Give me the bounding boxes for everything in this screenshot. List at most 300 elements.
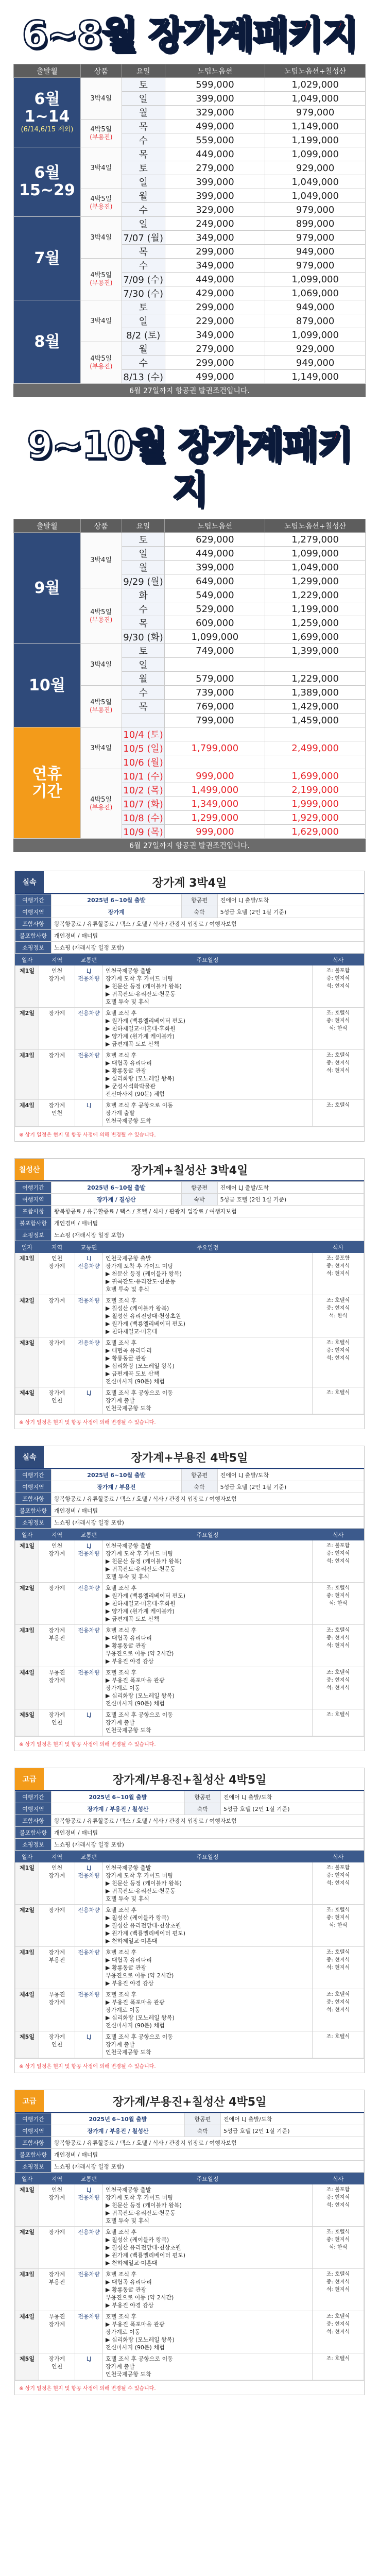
info-value: 개인경비 / 매너팁 [51,1217,364,1229]
price-no-tip: 629,000 [165,533,265,547]
price-with-chilseong: 1,699,000 [265,630,366,644]
product-tag: (부용진) [90,804,113,811]
title-prefix: 9~10월 [27,423,178,467]
info-label: 여행지역 [15,1481,51,1493]
departure-day: 수 [122,356,165,370]
price-with-chilseong [265,658,366,672]
schedule-column-header: 일자 [15,954,39,965]
card-footnote: ※ 상기 일정은 현지 및 항공 사정에 의해 변경될 수 있습니다. [15,1414,364,1429]
schedule-column-header: 지역 [39,1242,75,1253]
price-no-tip: 549,000 [165,588,265,602]
product-tag: (부용진) [90,202,113,210]
schedule-row [15,1583,364,1625]
departure-day: 9/30 (화) [122,630,165,644]
schedule-place: 장가계 [39,1050,75,1100]
price-with-chilseong: 949,000 [265,300,366,314]
info-row [15,1182,364,1194]
schedule-meals: 조: 호텔식 중: 현지식 석: 현지식 [313,1625,364,1667]
schedule-detail: 인천국제공항 출발 장가계 도착 후 가이드 미팅 ▶ 천문산 등정 (케이블카 왕복) ▶ 귀곡잔도·유리잔도·천문동 호텔 투숙 및 휴식 [103,1862,313,1905]
info-table [15,1181,364,1241]
schedule-detail: 호텔 조식 후 ▶ 원가계 (백룡엘리베이터 편도) ▶ 천하제일교·미혼대·후화원 ▶ 양가계 (원가계 케이블카) ▶ 금편계곡 도보 산책 [103,1008,313,1050]
schedule-row [15,1008,364,1050]
schedule-detail: 호텔 조식 후 공항으로 이동 장가계 출발 인천국제공항 도착 [103,1100,313,1127]
schedule-transport: 전용차량 [75,1905,103,1947]
schedule-row [15,1667,364,1709]
price-no-tip: 499,000 [165,370,265,384]
schedule-row [15,1387,364,1414]
schedule-column-header: 주요일정 [103,2173,313,2184]
info-value: 진에어 LJ 출발/도착 [217,1469,364,1481]
product-cell [80,147,122,189]
departure-day: 토 [122,644,165,658]
price-no-tip: 769,000 [165,700,265,714]
product-name: 4박5일 [90,125,112,133]
price-no-tip: 1,799,000 [165,741,265,755]
price-no-tip: 399,000 [165,175,265,189]
schedule-day: 제3일 [15,1337,39,1387]
info-row [15,1505,364,1517]
schedule-column-header: 지역 [39,2173,75,2184]
info-label: 항공편 [184,2113,220,2125]
card-header [15,1768,364,1791]
departure-day: 목 [122,700,165,714]
product-tag: (부용진) [90,363,113,370]
product-cell [80,217,122,259]
schedule-place: 부용진 장가계 [39,1989,75,2031]
title-suffix: 패키지 [172,423,352,511]
product-cell [80,300,122,342]
schedule-meals: 조: 호텔식 [313,2031,364,2058]
info-row [15,1493,364,1505]
info-value: 2025년 6~10월 출발 [51,1469,182,1481]
departure-month-cell [14,533,81,644]
departure-day: 일 [122,658,165,672]
info-label: 항공편 [181,1469,217,1481]
product-name: 3박4일 [90,233,112,242]
info-row [15,894,364,906]
price-no-tip: 349,000 [165,231,265,245]
schedule-row [15,1540,364,1583]
info-label: 여행기간 [15,1469,51,1481]
price-column-header: 상품 [80,64,122,78]
schedule-place: 장가계 인천 [39,1709,75,1736]
month-range: 기간 [32,782,62,801]
departure-day: 토 [122,161,165,175]
info-value: 왕복항공료 / 유류할증료 / 택스 / 호텔 / 식사 / 관광지 입장료 / 여행자보험 [51,918,364,930]
price-with-chilseong: 2,499,000 [265,741,366,755]
schedule-place: 인천 장가계 [39,1862,75,1905]
itinerary-section [0,866,379,1153]
price-with-chilseong: 949,000 [265,245,366,259]
info-value: 장가계 [51,906,182,918]
product-name: 3박4일 [90,556,112,564]
month-range: 15~29 [19,181,75,199]
card-title: 장가계/부용진+칠성산 4박5일 [112,2095,267,2109]
price-row [14,78,366,92]
departure-day: 10/1 (수) [122,769,165,783]
price-column-header: 요일 [122,64,165,78]
price-with-chilseong: 1,299,000 [265,574,366,588]
schedule-header [15,1242,364,1253]
schedule-meals: 조: 호텔식 [313,1387,364,1414]
price-no-tip: 649,000 [165,574,265,588]
month-label: 9월 [34,579,60,597]
schedule-meals: 조: 불포함 중: 현지식 석: 현지식 [313,965,364,1008]
schedule-detail: 호텔 조식 후 ▶ 대협곡 유리다리 ▶ 황룡동굴 관광 ▶ 십리화랑 (모노레일 왕복) ▶ 군성사석화박물관 전신마사지 (90분) 체험 [103,1050,313,1100]
departure-day [122,714,165,727]
schedule-place: 장가계 인천 [39,2031,75,2058]
price-with-chilseong [265,755,366,769]
info-label: 숙박 [181,1194,217,1206]
card-title: 장가계+부용진 4박5일 [131,1451,248,1465]
departure-day: 수 [122,133,165,147]
price-row [14,147,366,161]
schedule-transport: LJ 전용차량 [75,1253,103,1295]
price-no-tip: 749,000 [165,644,265,658]
price-section [0,411,379,866]
schedule-day: 제5일 [15,2031,39,2058]
departure-day: 8/13 (수) [122,370,165,384]
product-cell [80,189,122,217]
schedule-row [15,1709,364,1736]
price-with-chilseong: 1,429,000 [265,700,366,714]
schedule-row [15,1337,364,1387]
price-row [14,727,366,741]
price-with-chilseong: 1,229,000 [265,588,366,602]
title-prefix: 6~8월 [22,13,148,56]
price-no-tip: 249,000 [165,217,265,231]
departure-day: 목 [122,616,165,630]
schedule-day: 제5일 [15,2353,39,2380]
schedule-column-header: 교통편 [75,2173,103,2184]
departure-day: 월 [122,106,165,120]
schedule-column-header: 식사 [313,1851,364,1862]
schedule-transport: LJ [75,1387,103,1414]
info-row [15,2137,364,2149]
schedule-header [15,1851,364,1862]
itinerary-card [14,2090,365,2395]
title-suffix: 패키지 [252,13,357,56]
product-cell [80,644,122,686]
itinerary-card [14,1768,365,2073]
info-value: 노쇼핑 (재래시장 일정 포함) [51,1517,364,1529]
month-label: 연휴 [32,765,62,783]
schedule-column-header: 지역 [39,1851,75,1862]
section-title [13,423,366,512]
schedule-table [15,954,364,1127]
schedule-row [15,1253,364,1295]
departure-day: 9/29 (월) [122,574,165,588]
schedule-row [15,1295,364,1337]
schedule-detail: 호텔 조식 후 ▶ 칠성산 (케이블카 왕복) ▶ 칠성산 유리전망대·천상초원 ▶ 원가계 (백룡엘리베이터 편도) ▶ 천하제일교·미혼대 [103,2227,313,2269]
departure-day: 일 [122,314,165,328]
departure-month-cell [14,147,81,217]
schedule-transport: LJ [75,2353,103,2380]
info-value: 2025년 6~10월 출발 [51,1182,182,1194]
schedule-place: 장가계 [39,1337,75,1387]
schedule-place: 장가계 인천 [39,2353,75,2380]
info-value: 5성급 호텔 (2인 1실 기준) [217,1194,364,1206]
schedule-day: 제1일 [15,2184,39,2227]
info-value: 장가계 / 부용진 [51,1481,182,1493]
info-value: 장가계 / 부용진 / 칠성산 [51,2125,185,2137]
price-with-chilseong: 1,049,000 [265,561,366,574]
price-column-header: 노팁노옵션+칠성산 [265,519,366,533]
card-title: 장가계+칠성산 3박4일 [131,1164,248,1177]
product-cell [80,342,122,384]
info-row [15,1815,364,1827]
schedule-meals: 조: 호텔식 중: 현지식 석: 한식 [313,1583,364,1625]
departure-day: 10/5 (일) [122,741,165,755]
price-no-tip: 299,000 [165,245,265,259]
product-name: 4박5일 [90,272,112,279]
departure-day: 토 [122,78,165,92]
product-name: 3박4일 [90,317,112,325]
schedule-column-header: 교통편 [75,1529,103,1540]
schedule-column-header: 식사 [313,1529,364,1540]
info-label: 쇼핑정보 [15,1229,51,1241]
info-row [15,2149,364,2161]
schedule-meals: 조: 호텔식 중: 현지식 석: 현지식 [313,2269,364,2311]
price-with-chilseong: 1,029,000 [265,78,366,92]
schedule-table [15,2173,364,2380]
price-no-tip: 349,000 [165,259,265,273]
info-label: 불포함사항 [15,930,51,942]
product-cell [80,259,122,300]
departure-day: 10/2 (목) [122,783,165,797]
schedule-transport: 전용차량 [75,1050,103,1100]
schedule-detail: 인천국제공항 출발 장가계 도착 후 가이드 미팅 ▶ 천문산 등정 (케이블카 왕복) ▶ 귀곡잔도·유리잔도·천문동 호텔 투숙 및 휴식 [103,965,313,1008]
schedule-column-header: 일자 [15,2173,39,2184]
product-name: 4박5일 [90,608,112,616]
info-label: 쇼핑정보 [15,942,51,954]
info-row [15,1803,364,1815]
departure-month-cell [14,727,81,839]
month-label: 10월 [29,676,65,694]
price-column-header: 노팁노옵션 [165,519,265,533]
schedule-table [15,1851,364,2058]
departure-day: 일 [122,175,165,189]
info-value: 5성급 호텔 (2인 1실 기준) [217,906,364,918]
price-no-tip: 399,000 [165,561,265,574]
schedule-column-header: 주요일정 [103,1242,313,1253]
price-column-header: 상품 [80,519,122,533]
schedule-row [15,1989,364,2031]
schedule-row [15,1947,364,1989]
departure-day: 8/2 (토) [122,328,165,342]
schedule-header [15,1529,364,1540]
schedule-row [15,2353,364,2380]
schedule-column-header: 주요일정 [103,1529,313,1540]
schedule-place: 인천 장가계 [39,2184,75,2227]
month-label: 6월 [34,90,60,108]
departure-day: 수 [122,602,165,616]
schedule-day: 제2일 [15,1008,39,1050]
schedule-day: 제3일 [15,2269,39,2311]
price-no-tip: 1,099,000 [165,630,265,644]
schedule-place: 인천 장가계 [39,965,75,1008]
schedule-column-header: 주요일정 [103,1851,313,1862]
departure-day: 목 [122,147,165,161]
schedule-transport: 전용차량 [75,2311,103,2353]
price-with-chilseong: 979,000 [265,259,366,273]
info-table [15,1469,364,1529]
price-with-chilseong: 1,399,000 [265,644,366,658]
schedule-transport: 전용차량 [75,2227,103,2269]
info-value: 노쇼핑 (재래시장 일정 포함) [51,1839,364,1851]
schedule-day: 제3일 [15,1625,39,1667]
info-value: 왕복항공료 / 유류할증료 / 택스 / 호텔 / 식사 / 관광지 입장료 / 여행자보험 [51,1815,364,1827]
title-main: 장가계 [178,423,283,467]
card-header [15,2090,364,2113]
grade-badge: 고급 [15,1768,44,1790]
price-no-tip: 229,000 [165,314,265,328]
info-row [15,1791,364,1803]
schedule-column-header: 일자 [15,1242,39,1253]
price-with-chilseong: 1,049,000 [265,175,366,189]
card-header [15,1446,364,1469]
schedule-meals: 조: 호텔식 중: 현지식 석: 현지식 [313,2311,364,2353]
schedule-place: 장가계 [39,1583,75,1625]
departure-day: 월 [122,342,165,356]
info-row [15,1469,364,1481]
schedule-meals: 조: 호텔식 중: 현지식 석: 현지식 [313,1050,364,1100]
departure-month-cell [14,217,81,300]
info-label: 포함사항 [15,1206,51,1217]
schedule-day: 제4일 [15,1989,39,2031]
schedule-transport: LJ 전용차량 [75,1862,103,1905]
product-name: 4박5일 [90,355,112,363]
price-no-tip: 609,000 [165,616,265,630]
info-label: 포함사항 [15,2137,51,2149]
price-no-tip: 1,299,000 [165,811,265,825]
price-row [14,644,366,658]
info-value: 진에어 LJ 출발/도착 [220,2113,364,2125]
price-with-chilseong: 1,279,000 [265,533,366,547]
info-value: 개인경비 / 매너팁 [51,1827,364,1839]
info-value: 개인경비 / 매너팁 [51,930,364,942]
card-header [15,871,364,894]
info-value: 5성급 호텔 (2인 1실 기준) [220,2125,364,2137]
price-with-chilseong: 1,069,000 [265,286,366,300]
itinerary-card [14,1446,365,1751]
price-with-chilseong: 1,699,000 [265,769,366,783]
price-with-chilseong: 1,259,000 [265,616,366,630]
schedule-place: 장가계 인천 [39,1387,75,1414]
price-no-tip: 429,000 [165,286,265,300]
price-no-tip: 999,000 [165,825,265,839]
schedule-meals: 조: 호텔식 중: 현지식 석: 현지식 [313,1337,364,1387]
info-label: 쇼핑정보 [15,2161,51,2173]
info-row [15,2113,364,2125]
info-label: 여행지역 [15,1803,51,1815]
schedule-meals: 조: 호텔식 중: 현지식 석: 한식 [313,1008,364,1050]
schedule-day: 제1일 [15,1540,39,1583]
info-label: 쇼핑정보 [15,1839,51,1851]
schedule-place: 장가계 [39,1008,75,1050]
product-name: 4박5일 [90,699,112,706]
price-section [0,0,379,411]
schedule-header [15,954,364,965]
info-value: 왕복항공료 / 유류할증료 / 택스 / 호텔 / 식사 / 관광지 입장료 / 여행자보험 [51,2137,364,2149]
schedule-row [15,1905,364,1947]
month-note: (6/14,6/15 제외) [21,126,74,133]
ticketing-note: 6월 27일까지 항공권 발권조건입니다. [14,384,366,397]
price-no-tip: 449,000 [165,147,265,161]
info-value: 개인경비 / 매너팁 [51,2149,364,2161]
schedule-meals: 조: 불포함 중: 현지식 석: 현지식 [313,1862,364,1905]
price-with-chilseong: 1,149,000 [265,120,366,133]
schedule-transport: LJ 전용차량 [75,965,103,1008]
schedule-row [15,2184,364,2227]
schedule-meals: 조: 호텔식 중: 현지식 석: 현지식 [313,1947,364,1989]
info-value: 진에어 LJ 출발/도착 [217,894,364,906]
schedule-column-header: 식사 [313,1242,364,1253]
info-label: 항공편 [181,894,217,906]
schedule-detail: 호텔 조식 후 ▶ 대협곡 유리다리 ▶ 황룡동굴 관광 부용진으로 이동 (약 2시간) ▶ 부용진 야경 감상 [103,2269,313,2311]
info-label: 불포함사항 [15,1827,51,1839]
info-value: 노쇼핑 (재래시장 일정 포함) [51,1229,364,1241]
schedule-detail: 호텔 조식 후 공항으로 이동 장가계 출발 인천국제공항 도착 [103,1387,313,1414]
month-label: 8월 [34,332,60,351]
price-with-chilseong: 1,389,000 [265,686,366,700]
schedule-place: 부용진 장가계 [39,2311,75,2353]
schedule-meals: 조: 불포함 중: 현지식 석: 현지식 [313,1540,364,1583]
price-with-chilseong: 1,629,000 [265,825,366,839]
product-name: 3박4일 [90,94,112,103]
price-no-tip: 559,000 [165,133,265,147]
info-label: 여행기간 [15,2113,51,2125]
schedule-day: 제3일 [15,1947,39,1989]
price-with-chilseong: 949,000 [265,356,366,370]
price-with-chilseong: 1,229,000 [265,672,366,686]
price-footer-row [14,384,366,397]
card-title: 장가계/부용진+칠성산 4박5일 [112,1773,267,1787]
month-label: 7월 [34,249,60,267]
schedule-row [15,2227,364,2269]
schedule-detail: 호텔 조식 후 ▶ 원가계 (백룡엘리베이터 편도) ▶ 천하제일교·미혼대·후화원 ▶ 양가계 (원가계 케이블카) ▶ 금편계곡 도보 산책 [103,1583,313,1625]
price-no-tip: 299,000 [165,356,265,370]
price-with-chilseong: 1,199,000 [265,602,366,616]
info-label: 여행기간 [15,1791,51,1803]
departure-day: 10/8 (수) [122,811,165,825]
schedule-day: 제1일 [15,965,39,1008]
card-footnote: ※ 상기 일정은 현지 및 항공 사정에 의해 변경될 수 있습니다. [15,1127,364,1141]
price-with-chilseong: 979,000 [265,203,366,217]
info-label: 숙박 [181,1481,217,1493]
departure-day: 수 [122,686,165,700]
price-table-header [14,519,366,533]
info-label: 여행지역 [15,1194,51,1206]
departure-day: 목 [122,120,165,133]
schedule-day: 제4일 [15,2311,39,2353]
info-row [15,2161,364,2173]
grade-badge: 실속 [15,1446,44,1468]
schedule-transport: 전용차량 [75,1008,103,1050]
info-table [15,894,364,954]
card-title: 장가계 3박4일 [152,876,227,890]
info-label: 불포함사항 [15,2149,51,2161]
departure-day: 수 [122,259,165,273]
price-row [14,300,366,314]
schedule-day: 제5일 [15,1709,39,1736]
schedule-row [15,2269,364,2311]
schedule-column-header: 교통편 [75,1242,103,1253]
schedule-transport: 전용차량 [75,1583,103,1625]
price-with-chilseong: 929,000 [265,161,366,175]
price-no-tip: 999,000 [165,769,265,783]
schedule-transport: 전용차량 [75,1337,103,1387]
